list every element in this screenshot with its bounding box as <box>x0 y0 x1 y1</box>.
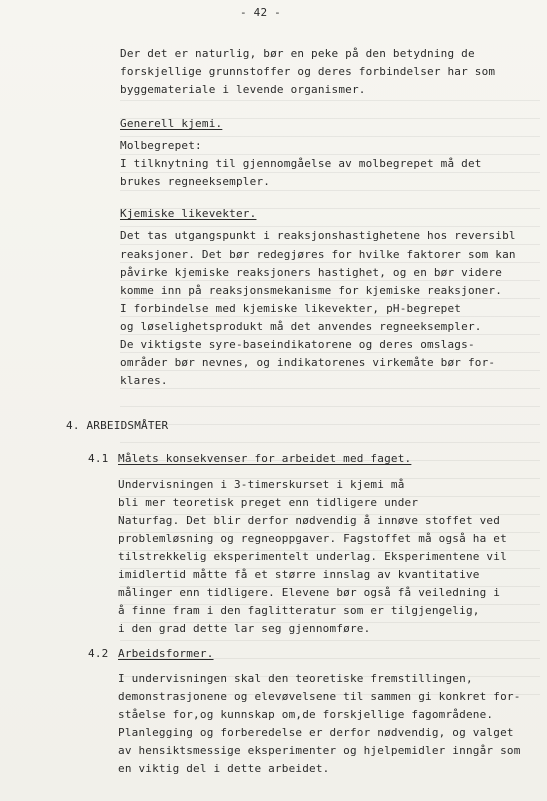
likevekter-line-4: komme inn på reaksjonsmekanisme for kjemiske reaksjoner. <box>120 284 503 297</box>
s41-line-9: i den grad dette lar seg gjennomføre. <box>118 622 371 635</box>
s42-line-6: en viktig del i dette arbeidet. <box>118 762 330 775</box>
generell-line-1: I tilknytning til gjennomgåelse av molbegrepet må det <box>120 157 482 170</box>
heading-generell-kjemi: Generell kjemi. <box>120 117 223 130</box>
section-4-2-number: 4.2 <box>88 647 109 660</box>
generell-line-2: brukes regneeksempler. <box>120 175 271 188</box>
likevekter-line-6: og løselighetsprodukt må det anvendes regneeksempler. <box>120 320 482 333</box>
likevekter-line-9: klares. <box>120 374 168 387</box>
heading-kjemiske-likevekter: Kjemiske likevekter. <box>120 207 257 220</box>
likevekter-line-2: reaksjoner. Det bør redegjøres for hvilke faktorer som kan <box>120 248 516 261</box>
s41-line-1: Undervisningen i 3-timerskurset i kjemi må <box>118 478 405 491</box>
s41-line-2: bli mer teoretisk preget enn tidligere under <box>118 496 419 509</box>
likevekter-line-5: I forbindelse med kjemiske likevekter, pH-begrepet <box>120 302 462 315</box>
s42-line-3: ståelse for,og kunnskap om,de forskjellige fagområdene. <box>118 708 494 721</box>
page-number: - 42 - <box>240 6 281 19</box>
s42-line-5: av hensiktsmessige eksperimenter og hjelpemidler inngår som <box>118 744 521 757</box>
likevekter-line-3: påvirke kjemiske reaksjoners hastighet, og en bør videre <box>120 266 503 279</box>
section-4-1-heading: Målets konsekvenser for arbeidet med faget. <box>118 452 412 465</box>
s41-line-3: Naturfag. Det blir derfor nødvendig å innøve stoffet ved <box>118 514 501 527</box>
s42-line-1: I undervisningen skal den teoretiske fremstillingen, <box>118 672 473 685</box>
likevekter-line-7: De viktigste syre-baseindikatorene og deres omslags- <box>120 338 475 351</box>
subheading-molbegrepet: Molbegrepet: <box>120 139 202 152</box>
s42-line-2: demonstrasjonene og elevøvelsene til sammen gi konkret for- <box>118 690 521 703</box>
s41-line-6: imidlertid måtte få et større innslag av kvantitative <box>118 568 480 581</box>
s41-line-5: tilstrekkelig eksperimentelt underlag. Eksperimentene vil <box>118 550 507 563</box>
intro-line-2: forskjellige grunnstoffer og deres forbindelser har som <box>120 65 496 78</box>
s41-line-4: problemløsning og regneoppgaver. Fagstoffet må også ha et <box>118 532 507 545</box>
intro-line-3: byggemateriale i levende organismer. <box>120 83 366 96</box>
section-4-1-number: 4.1 <box>88 452 109 465</box>
s41-line-7: målinger enn tidligere. Elevene bør også få veiledning i <box>118 586 501 599</box>
section-4-2-heading: Arbeidsformer. <box>118 647 214 660</box>
likevekter-line-8: områder bør nevnes, og indikatorenes virkemåte bør for- <box>120 356 496 369</box>
intro-line-1: Der det er naturlig, bør en peke på den betydning de <box>120 47 475 60</box>
likevekter-line-1: Det tas utgangspunkt i reaksjonshastighetene hos reversibl <box>120 229 516 242</box>
section-4-heading: 4. ARBEIDSMÅTER <box>66 419 169 432</box>
s42-line-4: Planlegging og forberedelse er derfor nødvendig, og valget <box>118 726 514 739</box>
s41-line-8: å finne fram i den faglitteratur som er tilgjengelig, <box>118 604 480 617</box>
